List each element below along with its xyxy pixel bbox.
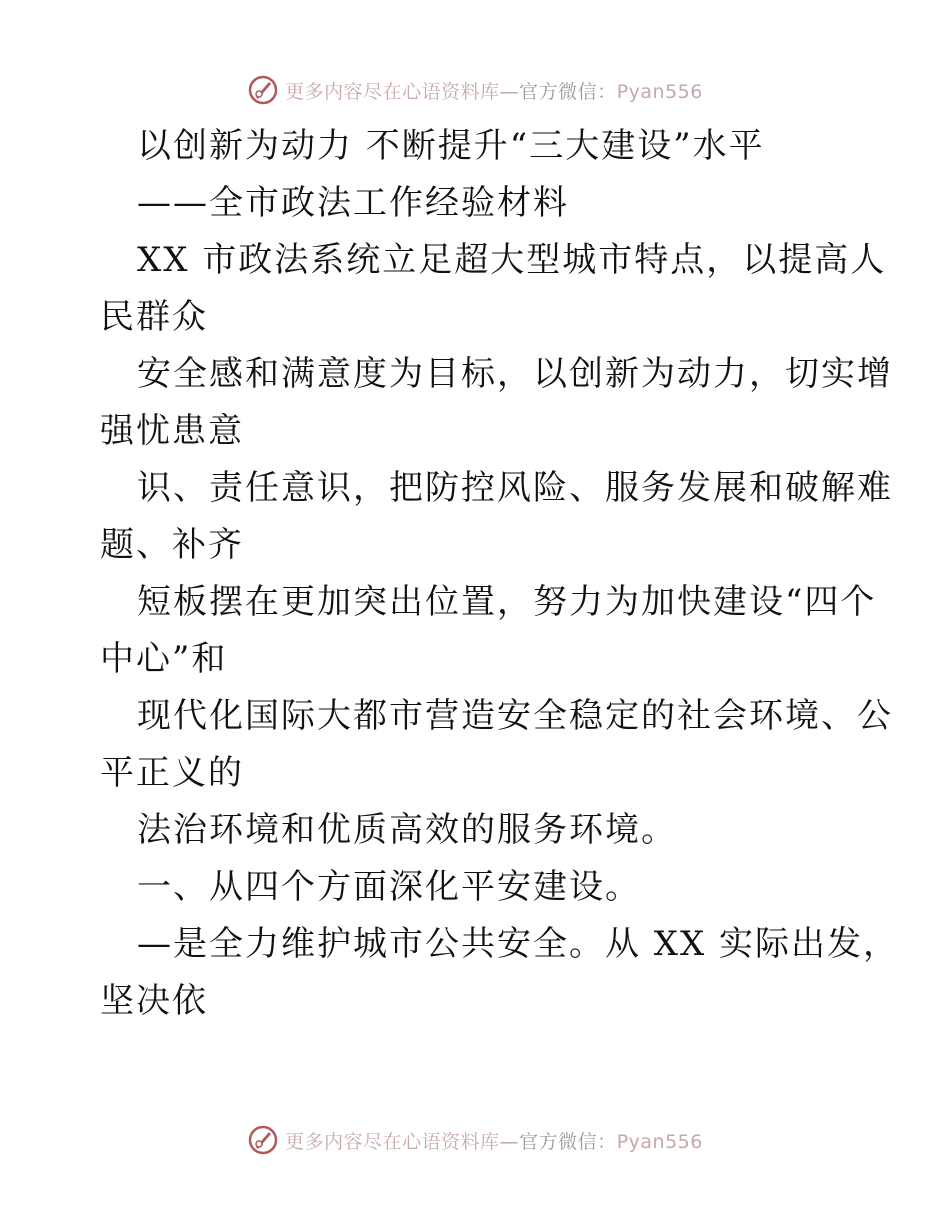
paragraph-line: —是全力维护城市公共安全。从 XX 实际出发， (137, 924, 900, 964)
paragraph-line: 识、责任意识，把防控风险、服务发展和破解难 (137, 468, 893, 508)
document-subtitle: ——全市政法工作经验材料 (137, 183, 569, 223)
document-body (100, 118, 900, 1030)
watermark-main-text: 更多内容尽在心语资料库 (285, 1130, 500, 1153)
watermark-official-label: 官方微信： (519, 80, 617, 103)
paragraph-line: 平正义的 (100, 753, 244, 793)
watermark-official-label: 官方微信： (519, 1130, 617, 1153)
watermark-account: Pyan556 (616, 80, 703, 103)
paragraph-line: 法治环境和优质高效的服务环境。 (137, 810, 677, 850)
paragraph-line: 短板摆在更加突出位置，努力为加快建设“四个 (137, 582, 877, 622)
paragraph-line: 安全感和满意度为目标，以创新为动力，切实增 (137, 354, 893, 394)
document-title: 以创新为动力 不断提升“三大建设”水平 (137, 126, 765, 166)
paragraph-line: 现代化国际大都市营造安全稳定的社会环境、公 (137, 696, 893, 736)
watermark-main-text: 更多内容尽在心语资料库 (285, 80, 500, 103)
section-heading: 一、从四个方面深化平安建设。 (137, 867, 641, 907)
quill-seal-icon (247, 1124, 279, 1156)
paragraph-line: 强忧患意 (100, 411, 244, 451)
paragraph-line: 坚决依 (100, 981, 208, 1021)
watermark-separator: — (499, 80, 520, 103)
watermark-separator: — (499, 1130, 520, 1153)
paragraph-line: 题、补齐 (100, 525, 244, 565)
paragraph-line: 中心”和 (100, 639, 228, 679)
paragraph-line: XX 市政法系统立足超大型城市特点，以提高人 (137, 240, 887, 280)
quill-seal-icon (247, 74, 279, 106)
paragraph-line: 民群众 (100, 297, 208, 337)
footer-watermark (0, 1120, 950, 1160)
header-watermark (0, 70, 950, 110)
watermark-account: Pyan556 (616, 1130, 703, 1153)
